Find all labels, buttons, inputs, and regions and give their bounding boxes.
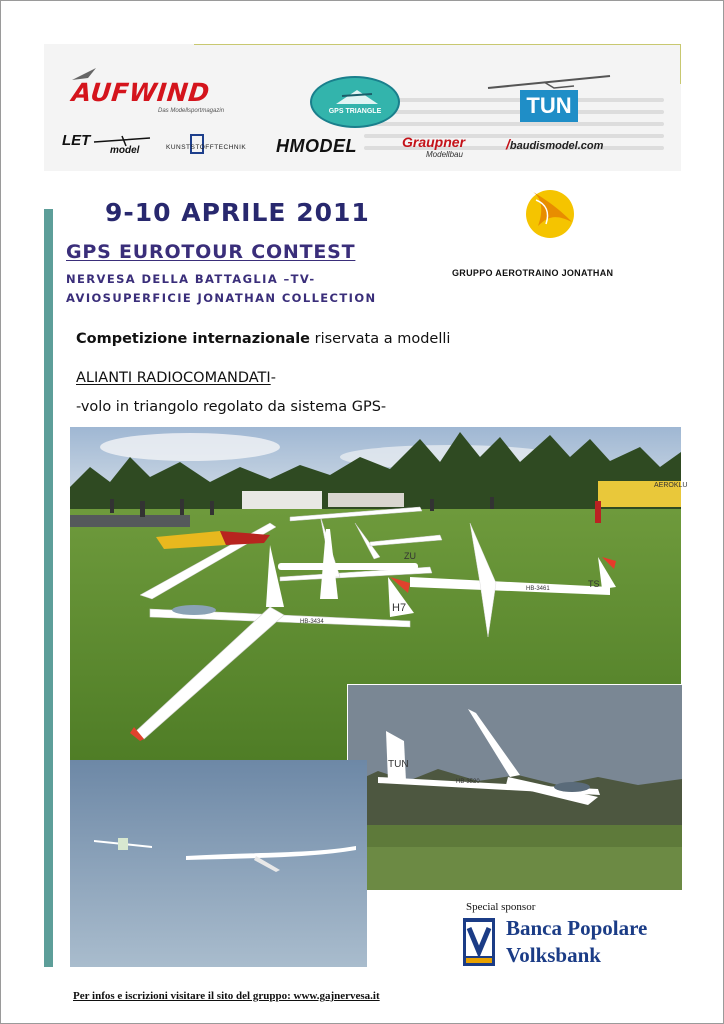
category-text: ALIANTI RADIOCOMANDATI <box>76 370 271 386</box>
glider-landing-photo <box>347 684 681 889</box>
seagull-emblem-icon <box>520 176 576 242</box>
tun-logo <box>484 74 614 134</box>
let-model-logo <box>62 132 162 160</box>
aerotow-sky-photo <box>70 760 367 967</box>
baudismodel-text: baudismodel.com <box>509 140 604 152</box>
glider-reg-zu: ZU <box>404 551 416 561</box>
jonathan-group-logo <box>520 176 576 242</box>
banner-rule <box>194 44 681 45</box>
banner-rule-right <box>680 44 681 84</box>
event-date: 9-10 APRILE 2011 <box>105 198 370 227</box>
glider-tail-tun: TUN <box>388 759 409 770</box>
aufwind-logo <box>72 74 242 124</box>
intro-bold-text: Competizione internazionale <box>76 331 311 347</box>
baudismodel-logo <box>506 136 603 152</box>
graupner-logo-text: Graupner <box>402 134 466 150</box>
event-location-town: NERVESA DELLA BATTAGLIA –TV- <box>66 272 316 286</box>
let-logo-text: LET <box>62 132 91 149</box>
let-logo-subtitle: model <box>110 145 140 156</box>
bank-logo <box>463 918 495 966</box>
glider-reg-hb3520: HB-3520 <box>456 779 480 785</box>
kunststofftechnik-logo <box>166 134 266 162</box>
glider-reg-hb3434: HB-3434 <box>300 619 324 625</box>
flight-rule-text: -volo in triangolo regolato da sistema GPS- <box>76 399 387 415</box>
glider-icon <box>332 84 382 110</box>
intro-text <box>76 331 450 347</box>
organizer-name: GRUPPO AEROTRAINO JONATHAN <box>452 268 614 278</box>
left-accent-bar <box>44 209 53 967</box>
sponsor-banner <box>44 44 681 171</box>
contest-name: GPS EUROTOUR CONTEST <box>66 241 356 263</box>
bank-name-line-2: Volksbank <box>506 943 601 967</box>
hangar-sign: AEROKLU <box>654 482 688 489</box>
bank-emblem-icon <box>463 918 495 966</box>
gps-triangle-logo <box>310 76 400 128</box>
special-sponsor-label: Special sponsor <box>466 901 536 913</box>
footer-info-link[interactable]: Per infos e iscrizioni visitare il sito del gruppo: www.gajnervesa.it <box>73 990 380 1002</box>
glider-reg-hb3461: HB-3461 <box>526 586 550 592</box>
aufwind-logo-text: AUFWIND <box>70 78 212 107</box>
kunststofftechnik-text: KUNSTSTOFFTECHNIK <box>166 144 247 151</box>
event-location-airfield: AVIOSUPERFICIE JONATHAN COLLECTION <box>66 291 377 305</box>
bank-name-line-1: Banca Popolare <box>506 916 648 940</box>
glider-reg-ts: TS <box>588 579 600 589</box>
category-suffix: - <box>270 370 276 386</box>
graupner-logo <box>402 134 488 162</box>
tun-logo-box: TUN <box>520 90 578 122</box>
intro-rest-text: riservata a modelli <box>310 331 451 347</box>
glider-category <box>76 370 276 386</box>
aufwind-logo-subtitle: Das Modellsportmagazin <box>158 108 225 114</box>
glider-reg-h7: H7 <box>392 602 407 614</box>
gps-triangle-logo-text: GPS TRIANGLE <box>328 108 382 115</box>
graupner-logo-subtitle: Modellbau <box>426 150 463 159</box>
hmodel-logo: HMODEL <box>276 136 357 156</box>
baudis-mark-icon: / <box>506 136 510 152</box>
